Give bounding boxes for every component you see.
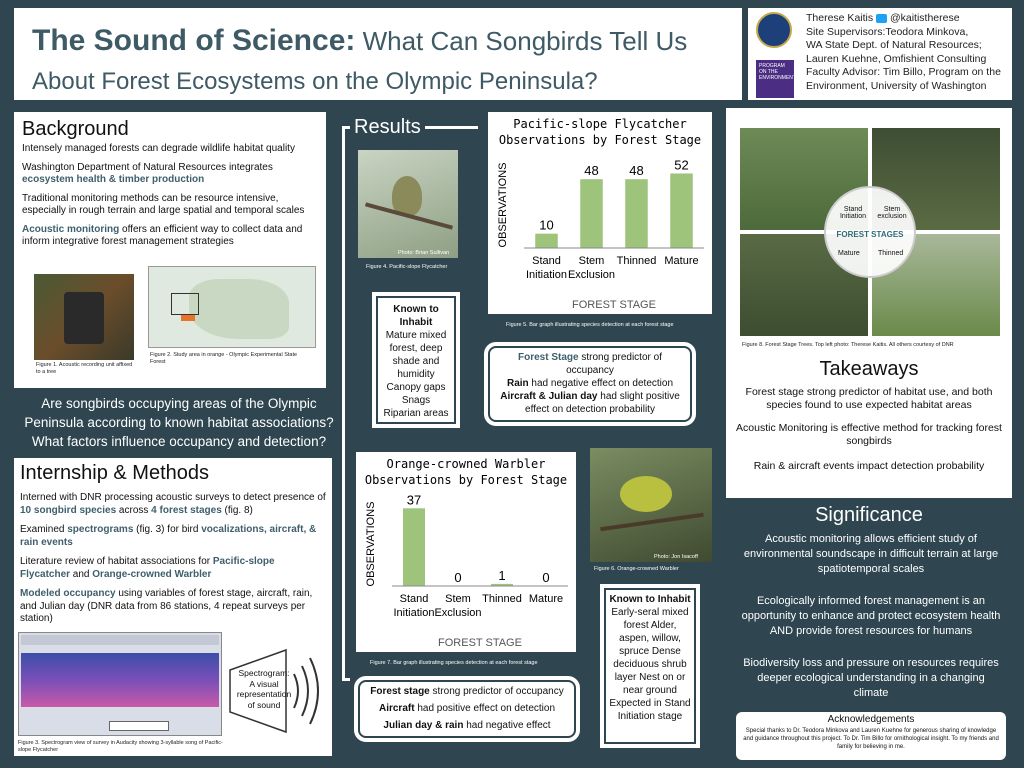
x-axis-label: FOREST STAGE: [572, 299, 656, 311]
bar-1: [580, 179, 603, 248]
forest-stage-wheel: Stand Initiation Stem exclusion FOREST STAGES Mature Thinned: [824, 186, 916, 278]
credits-text: Therese Kaitis @kaitistherese Site Supervisors:Teodora Minkova, WA State Dept. of Natural Resources; Lauren Kuehne, Omfishient Consulting Faculty Advisor: Tim Billo, Program on the Environment, University of Washington: [806, 12, 1001, 92]
data-label-3: 52: [674, 157, 689, 173]
known-to-inhabit-flycatcher: Known to Inhabit Mature mixed forest, deep shade and humidity Canopy gaps Snags Riparian areas: [372, 292, 460, 428]
figure-4-caption: Figure 4. Pacific-slope Flycatcher: [366, 264, 448, 270]
flycatcher-results-callout: Forest Stage strong predictor of occupancy Rain had negative effect on detection Aircraft & Julian day had slight positive effect on detection probability: [484, 342, 696, 426]
flycatcher-photo: [358, 150, 458, 258]
dnr-seal-logo: [756, 12, 792, 48]
data-label-3: 0: [542, 570, 550, 585]
photo-credit-6: Photo: Jon Isacoff: [654, 554, 698, 560]
bar-2: [625, 179, 648, 248]
results-title: Results: [350, 116, 425, 139]
tick-label-0-1: Initiation: [526, 269, 567, 281]
study-area-map: [148, 266, 316, 348]
twitter-icon: [876, 14, 887, 23]
chart-title-line1: Pacific-slope Flycatcher: [513, 117, 687, 131]
spectrogram-screenshot: [18, 632, 222, 736]
photo-credit-4: Photo: Brian Sullivan: [398, 250, 450, 256]
credits-box: [748, 8, 1012, 100]
megaphone-text: Spectrogram: A visual representation of sound: [236, 668, 292, 710]
tick-label-3-0: Mature: [664, 255, 699, 267]
acknowledgements-box: [736, 712, 1006, 760]
y-axis-label: OBSERVATIONS: [365, 501, 377, 587]
warbler-photo: [590, 448, 712, 562]
tick-label-0-0: Stand: [532, 255, 561, 267]
data-label-1: 48: [584, 163, 599, 179]
figure-1-caption: Figure 1. Acoustic recording unit affixed to a tree: [36, 362, 133, 375]
figure-8-caption: Figure 8. Forest Stage Trees. Top left photo: Therese Kaitis. All others courtesy of DNR: [742, 342, 954, 348]
figure-3-caption: Figure 3. Spectrogram view of survey in Audacity showing 3-syllable song of Pacific-slope Flycatcher: [18, 740, 223, 753]
twitter-handle: @kaitistherese: [889, 12, 960, 24]
bar-0: [403, 508, 425, 586]
data-label-1: 0: [454, 570, 462, 585]
methods-panel: Internship & Methods Interned with DNR processing acoustic surveys to detect presence of 10 songbird species across 4 forest stages (fig. 8) Examined spectrograms (fig. 3) for bird vocalizations, aircraft, & rain events Literature review of habitat associations for Pacific-slope Flycatcher and Orange-crowned Warbler Modeled occupancy using variables of forest stage, aircraft, rain, and Julian day (DNR data from 86 stations, 4 repeat surveys per station) Figure 3. Spectrogram view of survey in Audacity showing 3-syllable song of Pacific-slope Flycatcher Spectrogram: A visual representation of sound: [14, 458, 332, 756]
known-to-inhabit-warbler: Known to Inhabit Early-seral mixed forest Alder, aspen, willow, spruce Dense deciduous shrub layer Nest on or near ground Expected in Stand Initiation stage: [600, 584, 700, 748]
figure-2-caption: Figure 2. Study area in orange - Olympic Experimental State Forest: [150, 352, 298, 365]
chart-title-line1: Orange-crowned Warbler: [386, 457, 546, 471]
x-axis-label: FOREST STAGE: [438, 637, 522, 649]
warbler-chart: [356, 452, 576, 652]
data-label-2: 1: [498, 567, 506, 583]
takeaway-2: Acoustic Monitoring is effective method for tracking forest songbirds: [736, 422, 1002, 447]
significance-title: Significance: [815, 504, 923, 526]
tick-label-2-0: Thinned: [482, 593, 522, 605]
figure-6-caption: Figure 6. Orange-crowned Warbler: [594, 566, 679, 572]
y-axis-label: OBSERVATIONS: [497, 162, 509, 248]
takeaway-1: Forest stage strong predictor of habitat use, and both species found to use expected habitat areas: [745, 386, 993, 411]
chart-title-line2: Observations by Forest Stage: [498, 133, 702, 147]
chart-title-line2: Observations by Forest Stage: [364, 473, 568, 487]
figure-5-caption: Figure 5. Bar graph illustrating species detection at each forest stage: [506, 322, 674, 328]
takeaways-title: Takeaways: [819, 358, 919, 380]
takeaway-3: Rain & aircraft events impact detection probability: [753, 460, 985, 472]
acoustic-recorder-photo: [34, 274, 134, 360]
warbler-bar-chart: [356, 452, 576, 652]
tick-label-2-0: Thinned: [616, 255, 657, 267]
data-label-2: 48: [629, 163, 644, 179]
acknowledgements-text: Special thanks to Dr. Teodora Minkova and Lauren Kuehne for generous sharing of knowledge and guidance throughout this project. To Dr. Tim Billo for ornithological insight. To my friends and family for believing in me.: [743, 728, 999, 750]
data-label-0: 10: [539, 217, 554, 233]
research-question: Are songbirds occupying areas of the Olympic Peninsula according to known habitat associations? What factors influence occupancy and detection?: [24, 396, 334, 449]
tick-label-1-0: Stem: [578, 255, 605, 267]
flycatcher-chart: [488, 112, 712, 314]
results-bracket: [342, 126, 350, 681]
significance-1: Acoustic monitoring allows efficient study of environmental soundscape in difficult terrain at large spatiotemporal scales: [743, 533, 999, 575]
data-label-0: 37: [406, 492, 422, 508]
figure-7-caption: Figure 7. Bar graph illustrating species detection at each forest stage: [370, 660, 538, 666]
poster-title: The Sound of Science: What Can Songbirds Tell Us: [32, 24, 688, 57]
tick-label-1-0: Stem: [445, 593, 471, 605]
background-title: Background: [22, 118, 129, 140]
poster-header: [14, 8, 742, 100]
bar-0: [535, 234, 558, 248]
significance-3: Biodiversity loss and pressure on resources requires deeper ecological understanding in a changing climate: [743, 657, 999, 699]
bar-3: [670, 173, 693, 248]
tick-label-1-1: Exclusion: [567, 269, 616, 281]
author-name: Therese Kaitis: [806, 12, 874, 24]
methods-title: Internship & Methods: [20, 462, 209, 484]
poster-title-line2: About Forest Ecosystems on the Olympic Peninsula?: [32, 68, 598, 95]
significance-2: Ecologically informed forest management is an opportunity to enhance and protect ecosystem health AND provide forest resources for humans: [741, 595, 1001, 637]
tick-label-1-1: Exclusion: [434, 607, 482, 619]
tick-label-0-1: Initiation: [393, 607, 435, 619]
flycatcher-bar-chart: [488, 112, 712, 314]
tick-label-3-0: Mature: [528, 593, 564, 605]
acknowledgements-title: Acknowledgements: [827, 714, 915, 725]
tick-label-0-0: Stand: [399, 593, 429, 605]
background-panel: Background Intensely managed forests can degrade wildlife habitat quality Washington Department of Natural Resources integrates ecosystem health & timber production Traditional monitoring methods can be resource intensive, especially in rough terrain and large spatial and temporal scales Acoustic monitoring offers an efficient way to collect data and inform integrative forest management strategies Figure 1. Acoustic recording unit affixed to a tree Figure 2. Study area in orange - Olympic Experimental State Forest: [14, 112, 326, 388]
uw-program-logo: PROGRAM ON THE ENVIRONMENT: [756, 60, 794, 98]
warbler-results-callout: Forest stage strong predictor of occupancy Aircraft had positive effect on detection Julian day & rain had negative effect: [354, 676, 580, 742]
takeaways-panel: [726, 108, 1012, 498]
